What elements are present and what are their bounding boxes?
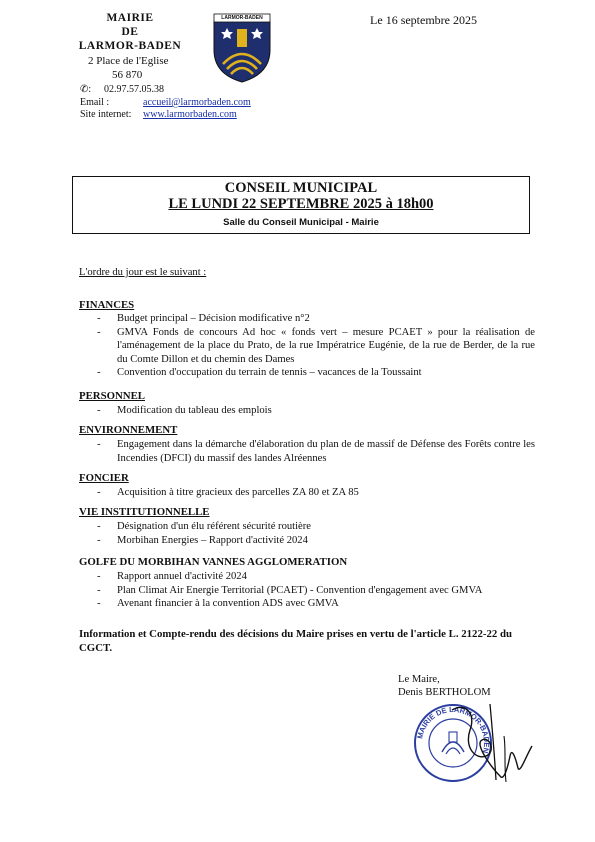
section-heading-vie-institutionnelle: VIE INSTITUTIONNELLE [79,506,210,518]
bullet-dash: - [97,367,101,379]
bullet-dash: - [97,521,101,532]
list-item: - Engagement dans la démarche d'élaboration du plan de de massif de Défense des Forêts contre les Incendies (DFCI) du massif des landes Alréennes [97,439,535,464]
meeting-title-box [72,176,530,234]
section-heading-gmva: GOLFE DU MORBIHAN VANNES AGGLOMERATION [79,556,348,568]
agenda-intro: L'ordre du jour est le suivant : [79,267,207,278]
website-label: Site internet: [80,109,132,120]
bullet-dash: - [97,571,101,582]
bullet-dash: - [97,534,101,546]
handwritten-signature [446,696,536,788]
mairie-name-line1: MAIRIE [106,12,154,24]
section-list-gmva [97,570,535,611]
list-item: - Plan Climat Air Energie Territorial (PCAET) - Convention d'engagement avec GMVA [97,584,483,596]
stamp-text: MAIRIE DE LARMOR-BADEN [415,704,492,755]
email-label: Email : [80,97,110,108]
bullet-dash: - [97,584,101,596]
list-item: - Désignation d'un élu référent sécurité routière [97,521,311,532]
section-list-foncier [97,486,535,500]
bullet-dash: - [97,487,101,498]
section-list-vie-institutionnelle [97,520,535,547]
address: 2 Place de l'Eglise [88,55,169,67]
section-list-personnel [97,404,535,418]
signature-name: Denis BERTHOLOM [398,687,491,698]
bullet-dash: - [97,326,101,338]
town-crest-logo [212,12,272,84]
section-heading-finances: FINANCES [79,299,135,311]
section-heading-environnement: ENVIRONNEMENT [79,424,178,436]
list-item: - Convention d'occupation du terrain de tennis – vacances de la Toussaint [97,367,422,379]
mairie-name-line3: LARMOR-BADEN [78,40,182,52]
section-heading-personnel: PERSONNEL [79,390,145,402]
list-item: - Avenant financier à la convention ADS avec GMVA [97,598,339,610]
bullet-dash: - [97,598,101,610]
email-link[interactable]: accueil@larmorbaden.com [143,97,251,108]
list-item: - GMVA Fonds de concours Ad hoc « fonds vert – mesure PCAET » pour la réalisation de l'aménagement de la place du Prato, de la rue Impératrice Eugénie, de la rue de Berder, de la rue du Comte Dillon et du chemin des Dames [97,326,535,365]
bullet-dash: - [97,313,101,324]
section-list-finances [97,312,535,380]
section-heading-foncier: FONCIER [79,472,129,484]
meeting-date-time: LE LUNDI 22 SEPTEMBRE 2025 à 18h00 [168,196,434,212]
bullet-dash: - [97,439,101,450]
document-date: Le 16 septembre 2025 [370,13,477,27]
website-link[interactable]: www.larmorbaden.com [143,109,237,120]
information-paragraph: Information et Compte-rendu des décisions du Maire prises en vertu de l'article L. 2122-22 du CGCT. [79,628,512,654]
meeting-title: CONSEIL MUNICIPAL [224,180,378,196]
phone-number: 02.97.57.05.38 [104,84,164,95]
bullet-dash: - [97,405,101,416]
list-item: - Acquisition à titre gracieux des parcelles ZA 80 et ZA 85 [97,487,359,498]
signature-title: Le Maire, [398,674,440,685]
list-item: - Modification du tableau des emplois [97,405,272,416]
list-item: - Morbihan Energies – Rapport d'activité 2024 [97,534,308,546]
list-item: - Budget principal – Décision modificative n°2 [97,313,310,324]
meeting-location: Salle du Conseil Municipal - Mairie [223,217,379,228]
mairie-name-line2: DE [121,26,139,38]
crest-banner-text: LARMOR-BADEN [221,14,263,21]
postcode: 56 870 [112,69,143,81]
phone-label: ✆: [80,84,92,95]
list-item: - Rapport annuel d'activité 2024 [97,571,247,582]
section-list-environnement [97,438,535,465]
